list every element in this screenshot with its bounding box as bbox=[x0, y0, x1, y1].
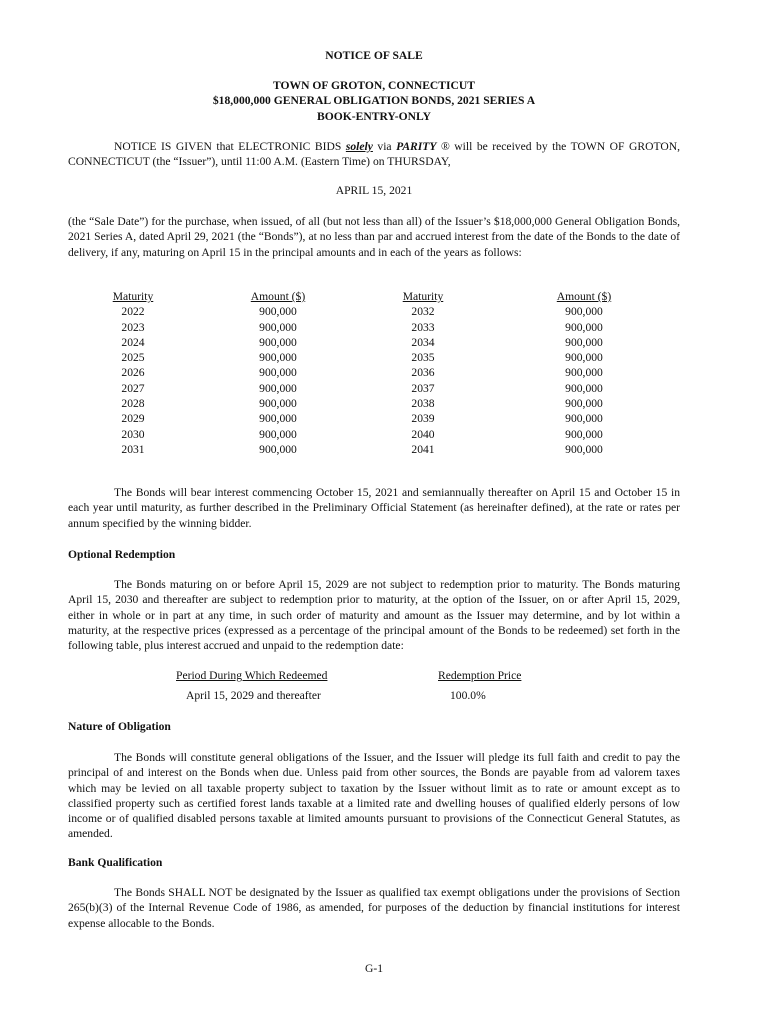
maturity-year: 2033 bbox=[411, 320, 435, 334]
header-period: Period During Which Redeemed bbox=[176, 669, 328, 682]
sale-paragraph: (the “Sale Date”) for the purchase, when issued, of all (but not less than all) of the Issuer’s $18,000,000 General Obligation Bonds, 2021 Series A, dated April 29, 2021 (the “Bonds”), at no less than par and accrued interest from the date of the Bonds to the date of delivery, if any, maturing on April 15 in the principal amounts and in each of the years as follows: bbox=[68, 215, 680, 259]
maturity-year: 2031 bbox=[121, 442, 145, 456]
maturity-year: 2036 bbox=[411, 366, 435, 380]
maturity-amount: 900,000 bbox=[259, 320, 297, 334]
optional-redemption-heading: Optional Redemption bbox=[68, 548, 176, 561]
maturity-table-body bbox=[68, 304, 680, 457]
header-amount-2: Amount ($) bbox=[556, 290, 612, 303]
solely-emphasis: solely bbox=[345, 140, 373, 153]
notice-title: NOTICE OF SALE bbox=[325, 49, 423, 62]
nature-of-obligation-heading: Nature of Obligation bbox=[68, 720, 171, 733]
bonds-line: $18,000,000 GENERAL OBLIGATION BONDS, 2021 SERIES A bbox=[212, 94, 536, 108]
maturity-year: 2032 bbox=[411, 305, 435, 319]
maturity-amount: 900,000 bbox=[259, 381, 297, 395]
maturity-amount: 900,000 bbox=[259, 335, 297, 349]
maturity-year: 2037 bbox=[411, 381, 435, 395]
book-entry-line: BOOK-ENTRY-ONLY bbox=[316, 109, 432, 123]
maturity-table bbox=[68, 289, 680, 457]
header-maturity-1: Maturity bbox=[112, 290, 154, 303]
maturity-table-row bbox=[68, 335, 680, 350]
maturity-amount: 900,000 bbox=[259, 305, 297, 319]
maturity-amount: 900,000 bbox=[259, 412, 297, 426]
maturity-amount: 900,000 bbox=[565, 381, 603, 395]
maturity-table-row bbox=[68, 411, 680, 426]
maturity-table-row bbox=[68, 304, 680, 319]
maturity-amount: 900,000 bbox=[565, 335, 603, 349]
maturity-year: 2027 bbox=[121, 381, 145, 395]
maturity-table-row bbox=[68, 320, 680, 335]
maturity-table-row bbox=[68, 350, 680, 365]
maturity-year: 2029 bbox=[121, 412, 145, 426]
maturity-table-row bbox=[68, 396, 680, 411]
maturity-year: 2040 bbox=[411, 427, 435, 441]
maturity-amount: 900,000 bbox=[565, 366, 603, 380]
document-header bbox=[68, 78, 680, 124]
maturity-year: 2038 bbox=[411, 397, 435, 411]
redemption-period: April 15, 2029 and thereafter bbox=[186, 689, 321, 702]
maturity-amount: 900,000 bbox=[259, 397, 297, 411]
redemption-table bbox=[68, 668, 680, 708]
maturity-amount: 900,000 bbox=[565, 442, 603, 456]
header-amount-1: Amount ($) bbox=[250, 290, 306, 303]
maturity-amount: 900,000 bbox=[565, 412, 603, 426]
intro-paragraph: NOTICE IS GIVEN that ELECTRONIC BIDS solely via PARITY ® will be received by the TOWN OF GROTON, CONNECTICUT (the “Issuer”), until 11:00 A.M. (Eastern Time) on THURSDAY, bbox=[68, 140, 681, 169]
maturity-table-row bbox=[68, 381, 680, 396]
maturity-table-header bbox=[68, 289, 680, 304]
maturity-year: 2028 bbox=[121, 397, 145, 411]
maturity-year: 2035 bbox=[411, 351, 435, 365]
maturity-year: 2025 bbox=[121, 351, 145, 365]
maturity-year: 2024 bbox=[121, 335, 145, 349]
optional-redemption-text: The Bonds maturing on or before April 15, 2029 are not subject to redemption prior to maturity. The Bonds maturing April 15, 2030 and thereafter are subject to redemption prior to maturity, at the option of the Issuer, on or after April 15, 2029, either in whole or in part at any time, in such order of maturity and amount as the Issuer may determine, and by lot within a maturity, at the respective prices (expressed as a percentage of the principal amount of the Bonds to be redeemed) set forth in the following table, plus interest accrued and unpaid to the redemption date: bbox=[68, 578, 680, 653]
nature-of-obligation-text: The Bonds will constitute general obligations of the Issuer, and the Issuer will pledge its full faith and credit to pay the principal of and interest on the Bonds when due. Unless paid from other sources, the Bonds are payable from ad valorem taxes which may be levied on all taxable property subject to taxation by the Issuer without limit as to rate or amount except as to classified property such as certified forest lands taxable at a limited rate and dwelling houses of qualified elderly persons of low income or of qualified disabled persons taxable at limited amounts pursuant to provisions of the Connecticut General Statutes, as amended. bbox=[68, 751, 680, 841]
maturity-year: 2022 bbox=[121, 305, 145, 319]
redemption-price: 100.0% bbox=[450, 689, 486, 702]
maturity-amount: 900,000 bbox=[565, 397, 603, 411]
maturity-year: 2023 bbox=[121, 320, 145, 334]
maturity-amount: 900,000 bbox=[565, 427, 603, 441]
header-price: Redemption Price bbox=[438, 669, 522, 682]
bank-qualification-heading: Bank Qualification bbox=[68, 856, 163, 869]
page-number: G-1 bbox=[364, 962, 384, 975]
parity-emphasis: PARITY bbox=[396, 140, 437, 153]
maturity-amount: 900,000 bbox=[259, 351, 297, 365]
header-maturity-2: Maturity bbox=[402, 290, 444, 303]
maturity-table-row bbox=[68, 427, 680, 442]
maturity-amount: 900,000 bbox=[565, 320, 603, 334]
maturity-amount: 900,000 bbox=[259, 442, 297, 456]
maturity-table-row bbox=[68, 365, 680, 380]
maturity-year: 2034 bbox=[411, 335, 435, 349]
redemption-table-header bbox=[68, 668, 680, 688]
sale-date: APRIL 15, 2021 bbox=[335, 184, 413, 197]
maturity-year: 2030 bbox=[121, 427, 145, 441]
maturity-year: 2041 bbox=[411, 442, 435, 456]
issuer-line: TOWN OF GROTON, CONNECTICUT bbox=[272, 79, 476, 92]
maturity-year: 2039 bbox=[411, 412, 435, 426]
redemption-row bbox=[68, 688, 680, 708]
interest-paragraph: The Bonds will bear interest commencing October 15, 2021 and semiannually thereafter on April 15 and October 15 in each year until maturity, as further described in the Preliminary Official Statement (as hereinafter defined), at the rate or rates per annum specified by the winning bidder. bbox=[68, 486, 680, 530]
maturity-amount: 900,000 bbox=[259, 427, 297, 441]
bank-qualification-text: The Bonds SHALL NOT be designated by the Issuer as qualified tax exempt obligations under the provisions of Section 265(b)(3) of the Internal Revenue Code of 1986, as amended, for purposes of the deduction by financial institutions for interest expense allocable to the Bonds. bbox=[68, 886, 680, 930]
maturity-amount: 900,000 bbox=[565, 305, 603, 319]
maturity-amount: 900,000 bbox=[259, 366, 297, 380]
maturity-table-row bbox=[68, 442, 680, 457]
maturity-amount: 900,000 bbox=[565, 351, 603, 365]
maturity-year: 2026 bbox=[121, 366, 145, 380]
